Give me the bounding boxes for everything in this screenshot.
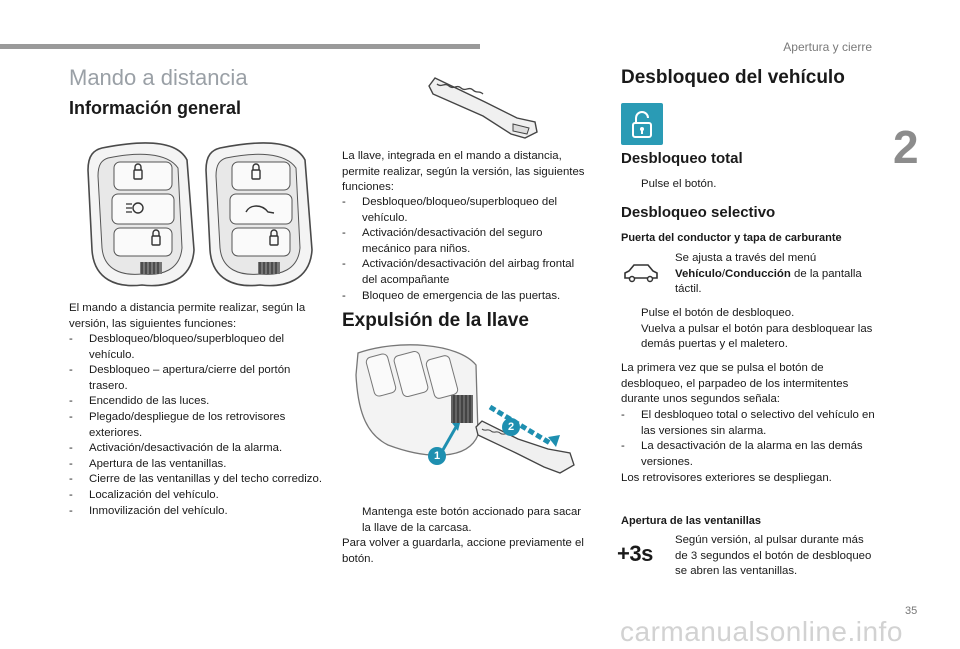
- heading-general-info: Información general: [69, 98, 242, 118]
- list-item: - Activación/desactivación del airbag frontal del acompañante: [342, 258, 575, 286]
- list-item: - El desbloqueo total o selectivo del vehículo en las versiones sin alarma.: [621, 409, 875, 437]
- windows-text: Según versión, al pulsar durante más de 3 segundos el botón de desbloqueo se abren las ventanillas.: [675, 534, 872, 578]
- key-ejection-illustration: [348, 335, 593, 485]
- list-item: Pulse el botón.: [641, 178, 717, 190]
- remote-key-left: [88, 143, 194, 286]
- list-item: - Bloqueo de emergencia de las puertas.: [342, 289, 561, 302]
- heading-selective-unlock: Desbloqueo selectivo: [621, 204, 776, 221]
- list-item: - Activación/desactivación del seguro mecánico para niños.: [342, 227, 543, 255]
- key-ejection-steps: [342, 505, 592, 536]
- page-title: Mando a distancia: [69, 65, 248, 90]
- list-item: - Desbloqueo/bloqueo/superbloqueo del vehículo.: [342, 196, 558, 224]
- mirrors-text: Los retrovisores exteriores se despliegan.: [621, 472, 832, 484]
- door-subheading: Puerta del conductor y tapa de carburante: [621, 232, 842, 244]
- key-intro: La llave, integrada en el mando a distancia, permite realizar, según la versión, las siguientes funciones:: [342, 150, 585, 194]
- section-header: Apertura y cierre: [783, 40, 872, 54]
- list-item: - Inmovilización del vehículo.: [69, 504, 228, 517]
- selective-unlock-steps: [621, 306, 881, 353]
- key-functions-list: [342, 195, 592, 304]
- heading-unlock: Desbloqueo del vehículo: [621, 67, 845, 88]
- list-item: Mantenga este botón accionado para sacar la llave de la carcasa.: [362, 506, 582, 534]
- remote-key-right: [206, 143, 312, 286]
- heading-total-unlock: Desbloqueo total: [621, 150, 743, 167]
- first-press-list: [621, 408, 881, 470]
- heading-key-ejection: Expulsión de la llave: [342, 310, 529, 331]
- list-item: - Desbloqueo/bloqueo/superbloqueo del vehículo.: [69, 333, 285, 361]
- marker-1: 1: [428, 447, 446, 465]
- page-number: 35: [905, 605, 918, 617]
- list-item: - La desactivación de la alarma en las demás versiones.: [621, 440, 863, 468]
- key-blade-icon: [425, 72, 545, 142]
- list-item: - Activación/desactivación de la alarma.: [69, 442, 283, 455]
- list-item: - Apertura de las ventanillas.: [69, 457, 227, 470]
- first-press-text: La primera vez que se pulsa el botón de desbloqueo, el parpadeo de los intermitentes durante unos segundos señala:: [621, 362, 849, 406]
- key-store-note: Para volver a guardarla, accione previamente el botón.: [342, 537, 584, 565]
- windows-subheading: Apertura de las ventanillas: [621, 515, 761, 527]
- menu-setting-text: Se ajusta a través del menú Vehículo/Conducción de la pantalla táctil.: [675, 252, 862, 296]
- list-item: Pulse el botón de desbloqueo.: [641, 307, 795, 319]
- list-item: Vuelva a pulsar el botón para desbloquear las demás puertas y el maletero.: [641, 322, 873, 351]
- watermark: carmanualsonline.info: [620, 616, 903, 647]
- remote-functions-list: [69, 332, 323, 519]
- header-bar: [0, 44, 480, 49]
- unlock-icon: [621, 103, 663, 145]
- list-item: - Localización del vehículo.: [69, 488, 219, 501]
- remote-keys-illustration: [82, 140, 322, 290]
- remote-intro: El mando a distancia permite realizar, según la versión, las siguientes funciones:: [69, 302, 306, 330]
- list-item: - Cierre de las ventanillas y del techo corredizo.: [69, 473, 322, 486]
- list-item: - Plegado/despliegue de los retrovisores exteriores.: [69, 410, 286, 439]
- chapter-number: 2: [893, 121, 919, 173]
- list-item: - Encendido de las luces.: [69, 395, 210, 408]
- plus-3s-icon: +3s: [617, 541, 653, 566]
- marker-2: 2: [502, 418, 520, 436]
- list-item: - Desbloqueo – apertura/cierre del portón trasero.: [69, 364, 291, 392]
- car-icon: [622, 262, 660, 284]
- total-unlock-steps: [621, 177, 881, 193]
